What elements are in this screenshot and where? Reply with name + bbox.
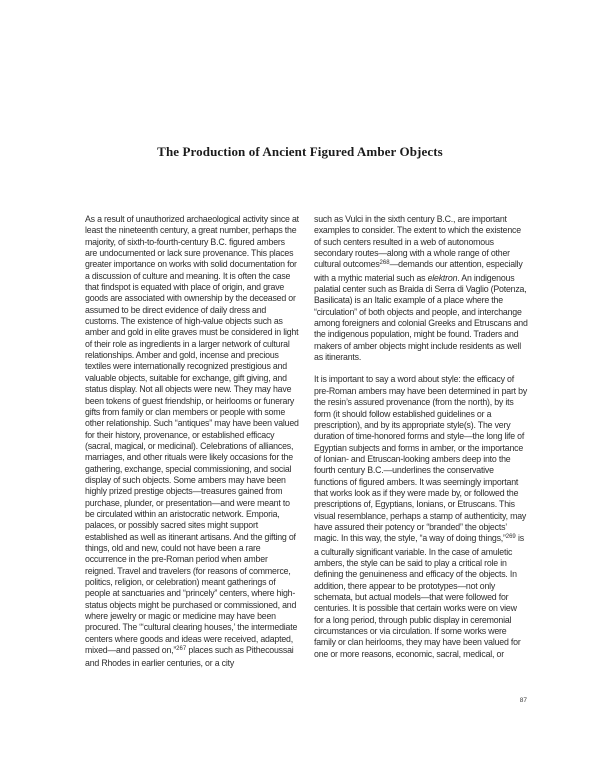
text-columns [85,214,528,670]
paragraph-text: It is important to say a word about style: the efficacy of pre-Roman ambers may have been determined in part by the resin’s assured provenance (from the north), by its form (it should follow established guidelines or a prescription), and by its appropriate style(s). The very duration of time-honored forms and style—the long life of Egyptian subjects and forms in amber, or the importance of Ionian- and Etruscan-looking ambers deep into the fourth century B.C.—underlines the conservative functions of figured ambers. It was seemingly important that works look as if they were made by, or followed the prescriptions of, Egyptians, Ionians, or Etruscans. This visual resemblance, perhaps a stamp of authenticity, may have assured their potency or “branded” the objects’ magic. In this way, the style, “a way of doing things,” [314,374,528,544]
left-column [85,214,299,670]
paragraph-text: such as Vulci in the sixth century B.C., are important examples to consider. The extent to which the existence of such centers resulted in a web of autonomous secondary routes—along with a whole range of other cultural outcomes [314,214,521,270]
paragraph-text: —demands our attention, especially with a mythic material such as [314,259,523,283]
chapter-title: The Production of Ancient Figured Amber Objects [157,143,443,159]
endnote-reference-267: 267 [176,646,187,653]
endnote-reference-269: 269 [505,534,516,541]
right-column-paragraph-2 [314,374,528,660]
paragraph-text: is a culturally significant variable. In the case of amuletic ambers, the style can be said to play a critical role in defining the genuineness and efficacy of the objects. In addition, there appear to be prototypes—not only schemata, but actual models—that were followed for centuries. It is possible that certain works were on view for a long period, through public display in ceremonial circumstances or via circulation. If some works were family or clan heirlooms, they may have been valued for one or more reasons, economic, sacral, medical, or [314,533,524,659]
left-column-paragraph [85,214,299,670]
endnote-reference-268: 268 [379,260,390,267]
page-number: 87 [519,697,527,704]
right-column-paragraph-1 [314,214,528,363]
paragraph-text: places such as Pithecoussai and Rhodes in earlier centuries, or a city [85,645,294,669]
paragraph-text: As a result of unauthorized archaeological activity since at least the nineteenth century, a great number, perhaps the majority, of sixth-to-fourth-century B.C. figured ambers are undocumented or lack sure provenance. This places greater importance on works with solid documentation for a discussion of culture and meaning. It is often the case that findspot is equated with place of origin, and grave goods are associated with ownership by the deceased or assumed to be direct evidence of daily dress and customs. The existence of high-value objects such as amber and gold in elite graves must be considered in light of their role as ingredients in a larger network of cultural relationships. Amber and gold, incense and precious textiles were internationally recognized prestigious and valuable objects, suitable for exchange, gift giving, and status display. Not all objects were new. They may have been tokens of guest friendship, or heirlooms or funerary gifts from family or clan members or people with some other relationship. Such “antiques” may have been valued for their history, provenance, or established efficacy (sacral, magical, or medicinal). Celebrations of alliances, marriages, and other rituals were likely occasions for the gathering, exchange, special commissioning, and social display of such objects. Some ambers may have been highly prized prestige objects—treasures gained from purchase, plunder, or presentation—and were meant to be circulated within an aristocratic network. Emporia, palaces, or possibly sacred sites might support established as well as itinerant artisans. And the gifting of things, old and new, could not have been a rare occurrence in the pre-Roman period when amber reigned. Travel and travelers (for reasons of commerce, politics, religion, or celebration) meant gatherings of people at sanctuaries and “princely” centers, where high-status objects might be purchased or commissioned, and where jewelry or magic or medicine may have been procured. The “‘cultural clearing houses,’ the intermediate centers where goods and ideas were received, adapted, mixed—and passed on,” [85,214,299,656]
italic-term-elektron: elektron [427,272,458,283]
paragraph-text: . An indigenous palatial center such as Braida di Serra di Vaglio (Potenza, Basilicata) is an Italic example of a place where the “circulation” of both objects and people, and interchange among foreigners and colonial Greeks and Etruscans and the indigenous population, might be found. Traders and makers of amber objects might include residents as well as itinerants. [314,272,528,363]
right-column [314,214,528,670]
